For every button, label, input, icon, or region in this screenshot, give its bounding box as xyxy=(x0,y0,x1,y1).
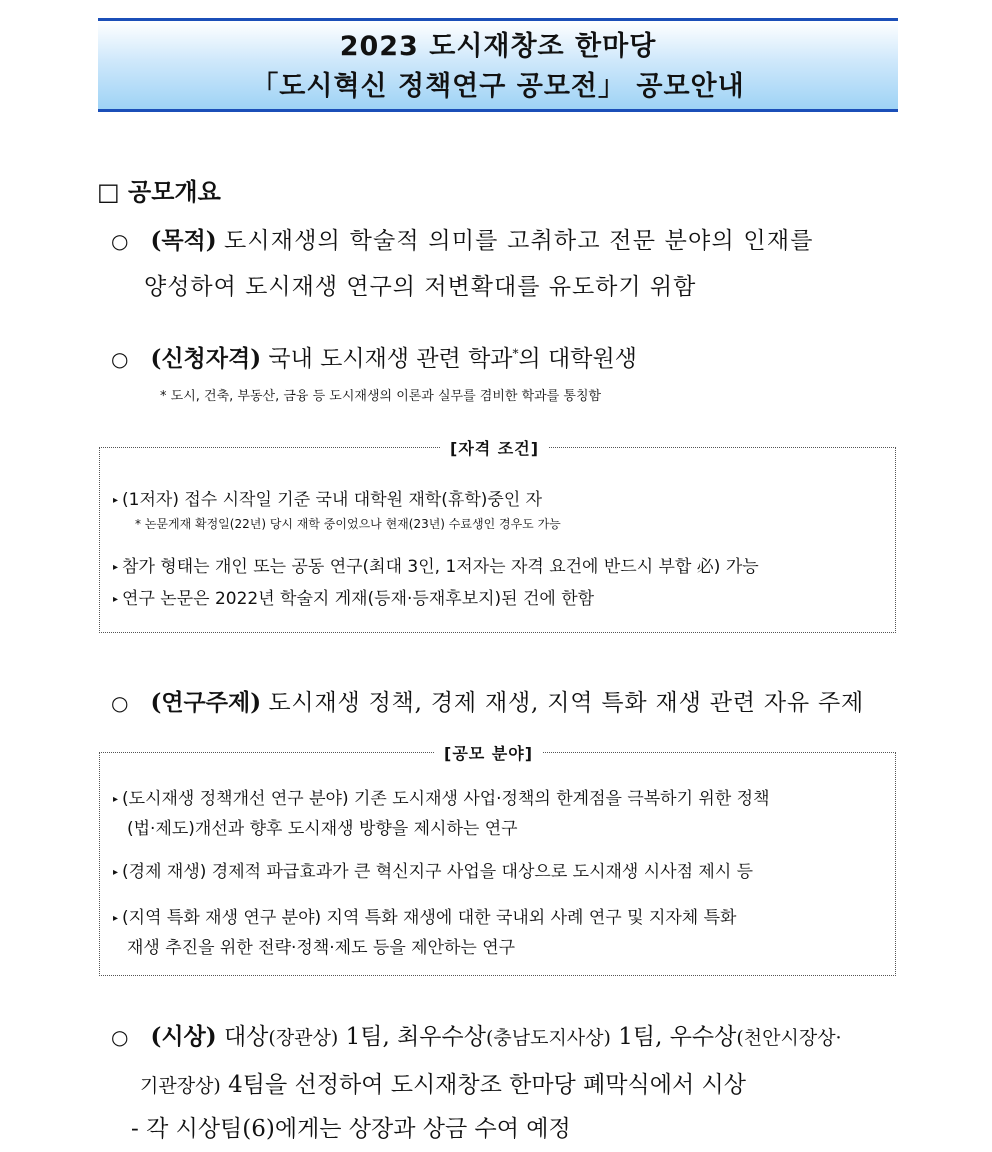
triangle-bullet-icon: ▸ xyxy=(113,495,119,506)
eligibility-note: * 도시, 건축, 부동산, 금융 등 도시재생의 이론과 실무를 겸비한 학과를 통칭함 xyxy=(160,389,602,404)
award-line1 xyxy=(111,1018,842,1051)
page-title-line2: 「도시혁신 정책연구 공모전」 공모안내 xyxy=(251,71,745,102)
eligibility-text-b: 의 대학원생 xyxy=(518,346,637,372)
triangle-bullet-icon: ▸ xyxy=(113,562,119,573)
qualification-item xyxy=(113,552,759,577)
award-label: (시상) xyxy=(150,1023,217,1050)
field-box xyxy=(99,744,896,976)
circle-bullet: ○ xyxy=(111,691,129,715)
award-excellent-count: 1팀, xyxy=(618,1024,663,1050)
qualification-item-text: 연구 논문은 2022년 학술지 게재(등재·등재후보지)된 건에 한함 xyxy=(122,589,595,609)
purpose-text-line1: 도시재생의 학술적 의미를 고취하고 전문 분야의 인재를 xyxy=(223,228,814,254)
award-line3: - 각 시상팀(6)에게는 상장과 상금 수여 예정 xyxy=(131,1116,571,1142)
triangle-bullet-icon: ▸ xyxy=(113,913,119,924)
topic-label: (연구주제) xyxy=(150,689,262,716)
eligibility-footnote-mark: * xyxy=(512,346,519,361)
field-item-text: (도시재생 정책개선 연구 분야) 기존 도시재생 사업·정책의 한계점을 극복하기 위한 정책 xyxy=(122,789,770,809)
topic-line xyxy=(111,684,864,717)
field-item-continuation: 재생 추진을 위한 전략·정책·제도 등을 제안하는 연구 xyxy=(127,938,516,958)
eligibility-line xyxy=(111,340,637,373)
field-item-text: (지역 특화 재생 연구 분야) 지역 특화 재생에 대한 국내외 사례 연구 및 지자체 특화 xyxy=(122,908,737,928)
field-item xyxy=(113,784,770,809)
qualification-item xyxy=(113,584,594,609)
qualification-box-title: [자격 조건] xyxy=(440,436,549,459)
award-line2-sub: 기관장상) xyxy=(140,1075,221,1097)
section-heading-overview: □ 공모개요 xyxy=(97,178,221,206)
award-grand: 대상 xyxy=(223,1024,269,1050)
award-line2 xyxy=(140,1066,746,1099)
field-box-title: [공모 분야] xyxy=(434,741,543,764)
qualification-item xyxy=(113,485,542,510)
purpose-label: (목적) xyxy=(150,227,217,254)
eligibility-text-a: 국내 도시재생 관련 학과 xyxy=(268,346,513,372)
triangle-bullet-icon: ▸ xyxy=(113,867,119,878)
purpose-text-line2: 양성하여 도시재생 연구의 저변확대를 유도하기 위함 xyxy=(144,274,697,300)
circle-bullet: ○ xyxy=(111,347,129,371)
title-banner xyxy=(98,18,898,112)
field-item xyxy=(113,857,753,882)
page-title-line1: 2023 도시재창조 한마당 xyxy=(339,31,657,62)
award-grand-sub: (장관상) xyxy=(268,1027,339,1049)
qualification-item-text: (1저자) 접수 시작일 기준 국내 대학원 재학(휴학)중인 자 xyxy=(122,490,543,510)
field-item-continuation: (법·제도)개선과 향후 도시재생 방향을 제시하는 연구 xyxy=(127,819,518,839)
triangle-bullet-icon: ▸ xyxy=(113,594,119,605)
eligibility-label: (신청자격) xyxy=(150,345,262,372)
award-excellent-sub: (충남도지사상) xyxy=(485,1027,611,1049)
qualification-item-note: * 논문게재 확정일(22년) 당시 재학 중이었으나 현재(23년) 수료생인 경우도 가능 xyxy=(135,517,561,531)
award-merit-sub: (천안시장상· xyxy=(736,1027,842,1049)
qualification-item-text: 참가 형태는 개인 또는 공동 연구(최대 3인, 1저자는 자격 요건에 반드시 부합 必) 가능 xyxy=(122,557,759,577)
purpose-line1 xyxy=(111,222,814,255)
award-excellent: 최우수상 xyxy=(397,1024,486,1050)
award-line2-text: 4팀을 선정하여 도시재창조 한마당 폐막식에서 시상 xyxy=(228,1072,746,1098)
award-grand-count: 1팀, xyxy=(345,1024,390,1050)
qualification-box xyxy=(99,439,896,633)
topic-text: 도시재생 정책, 경제 재생, 지역 특화 재생 관련 자유 주제 xyxy=(268,690,865,716)
award-merit: 우수상 xyxy=(669,1024,737,1050)
triangle-bullet-icon: ▸ xyxy=(113,794,119,805)
circle-bullet: ○ xyxy=(111,1025,129,1049)
field-item xyxy=(113,903,736,928)
circle-bullet: ○ xyxy=(111,229,129,253)
field-item-text: (경제 재생) 경제적 파급효과가 큰 혁신지구 사업을 대상으로 도시재생 시사점 제시 등 xyxy=(122,862,754,882)
